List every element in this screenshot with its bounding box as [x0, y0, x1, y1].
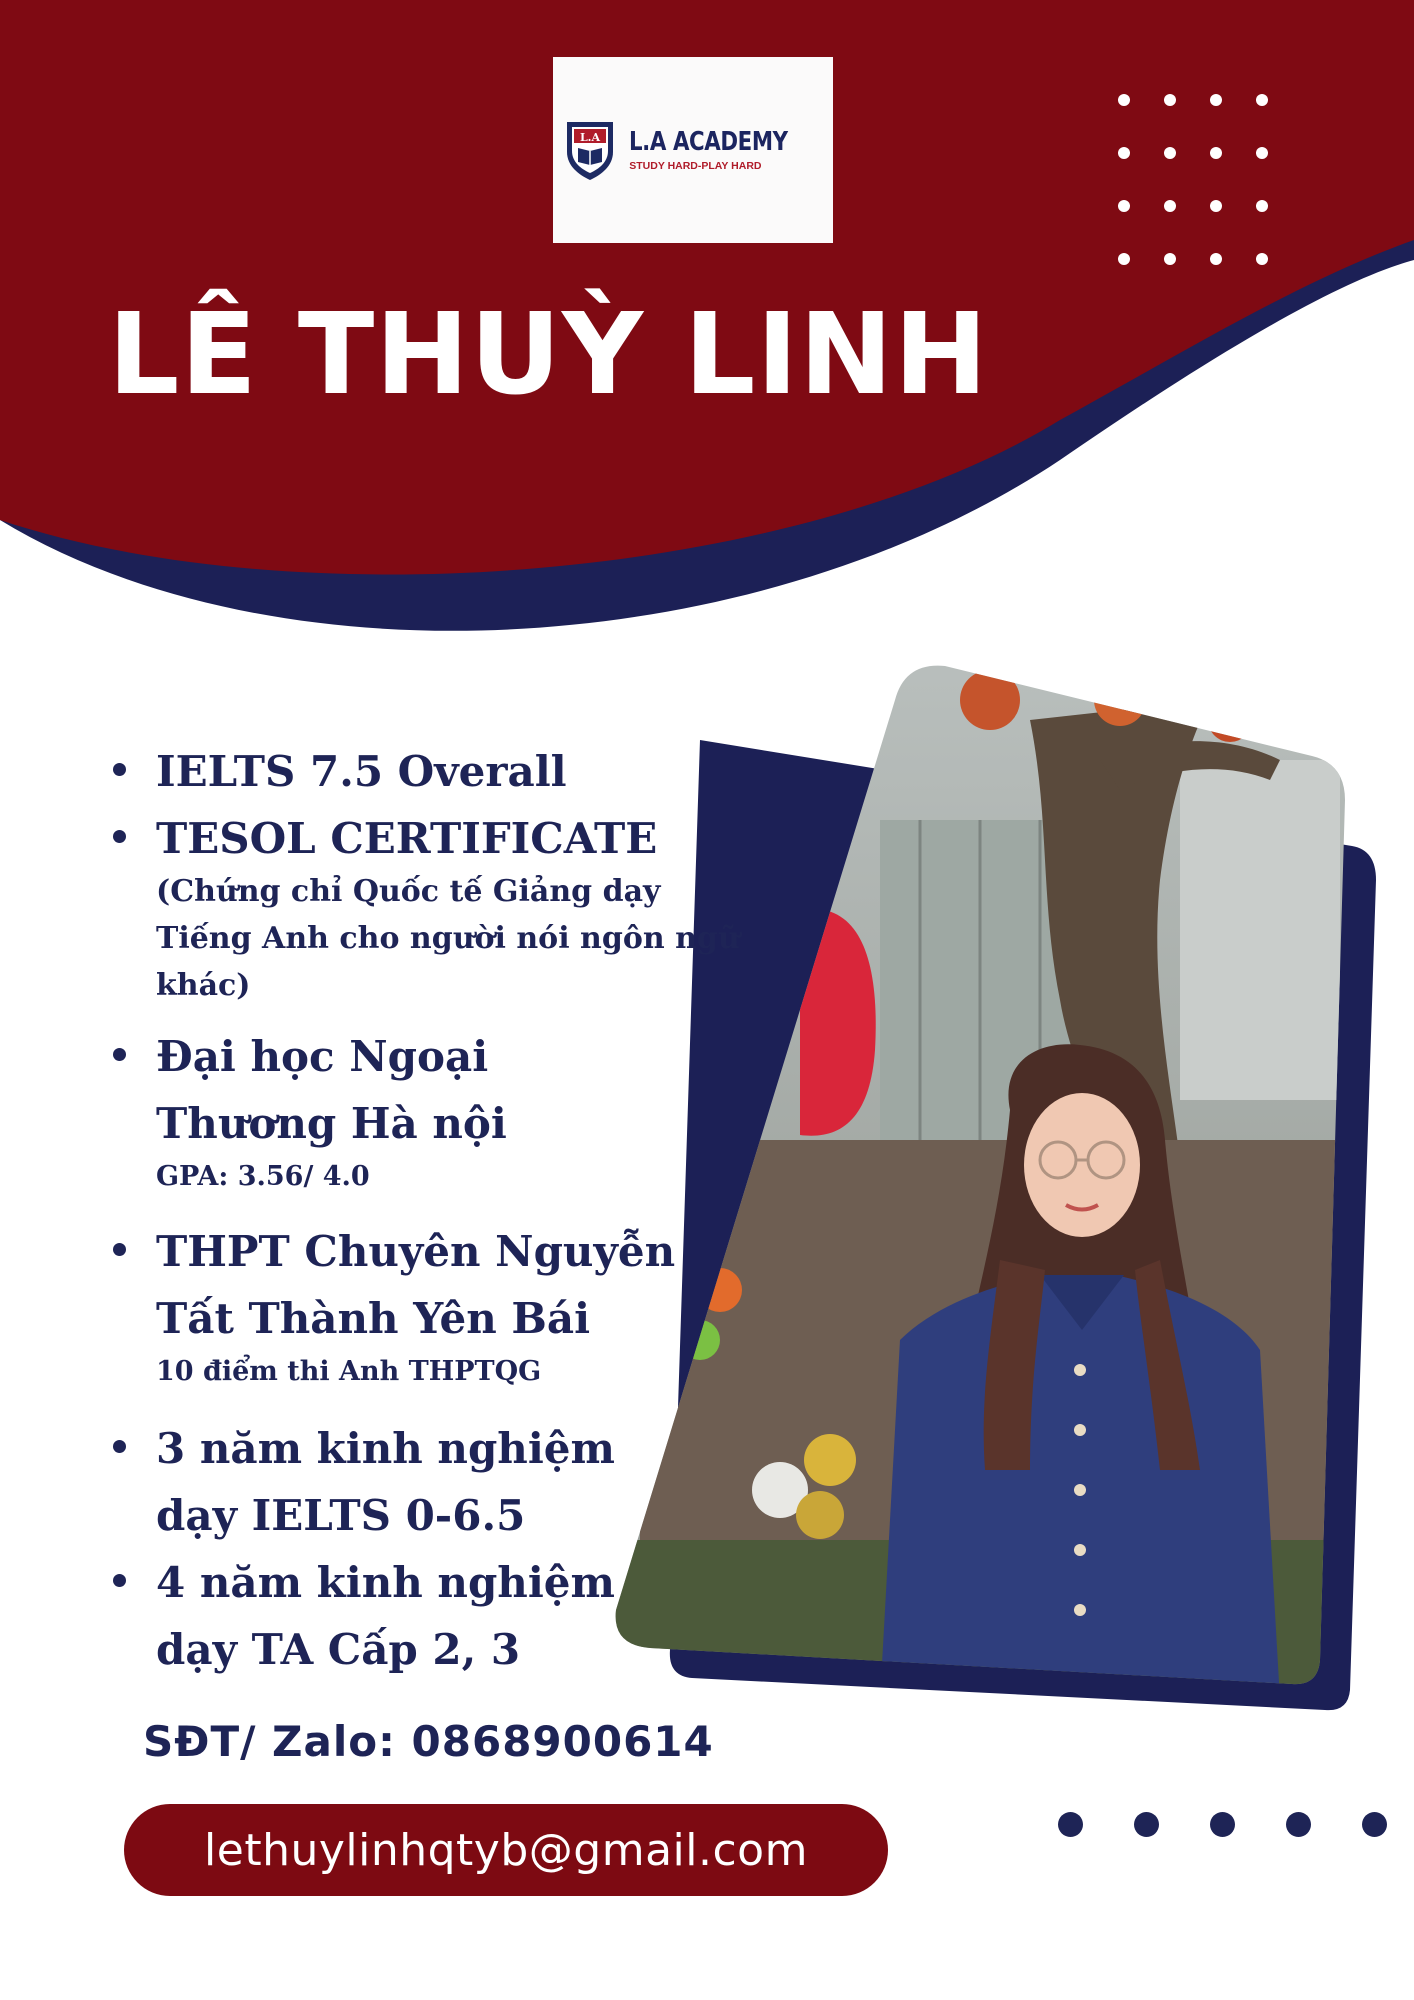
- email-address[interactable]: lethuylinhqtyb@gmail.com: [204, 1824, 808, 1876]
- qualifications-list: [108, 738, 740, 1683]
- phone-zalo[interactable]: SĐT/ Zalo: 0868900614: [143, 1717, 714, 1766]
- qualification-item-tesol: [108, 805, 740, 1009]
- logo-tagline: STUDY HARD-PLAY HARD: [629, 159, 762, 172]
- shield-badge-text: L.A: [580, 131, 601, 144]
- qualification-main: Đại học Ngoại Thương Hà nội: [156, 1032, 507, 1148]
- qualification-detail: (Chứng chỉ Quốc tế Giảng dạy Tiếng Anh cho người nói ngôn ngữ khác): [156, 874, 740, 1003]
- decorative-dot-row: [1058, 1812, 1387, 1837]
- qualification-detail: GPA: 3.56/ 4.0: [156, 1161, 370, 1192]
- teacher-name: LÊ THUỲ LINH: [108, 290, 989, 420]
- qualification-detail: 10 điểm thi Anh THPTQG: [156, 1356, 542, 1387]
- qualification-main: 4 năm kinh nghiệm dạy TA Cấp 2, 3: [156, 1558, 615, 1674]
- qualification-item-ielts: [108, 738, 728, 805]
- qualification-item-school-experience: [108, 1549, 728, 1683]
- qualification-item-highschool: [108, 1218, 728, 1393]
- qualification-item-university: [108, 1023, 728, 1198]
- email-pill[interactable]: [124, 1804, 888, 1896]
- qualification-main: 3 năm kinh nghiệm dạy IELTS 0-6.5: [156, 1424, 615, 1540]
- qualification-item-ielts-experience: [108, 1415, 728, 1549]
- qualification-main: IELTS 7.5 Overall: [156, 747, 567, 796]
- qualification-main: TESOL CERTIFICATE: [156, 814, 658, 863]
- logo-title: L.A ACADEMY: [629, 127, 788, 158]
- qualification-main: THPT Chuyên Nguyễn Tất Thành Yên Bái: [156, 1227, 676, 1343]
